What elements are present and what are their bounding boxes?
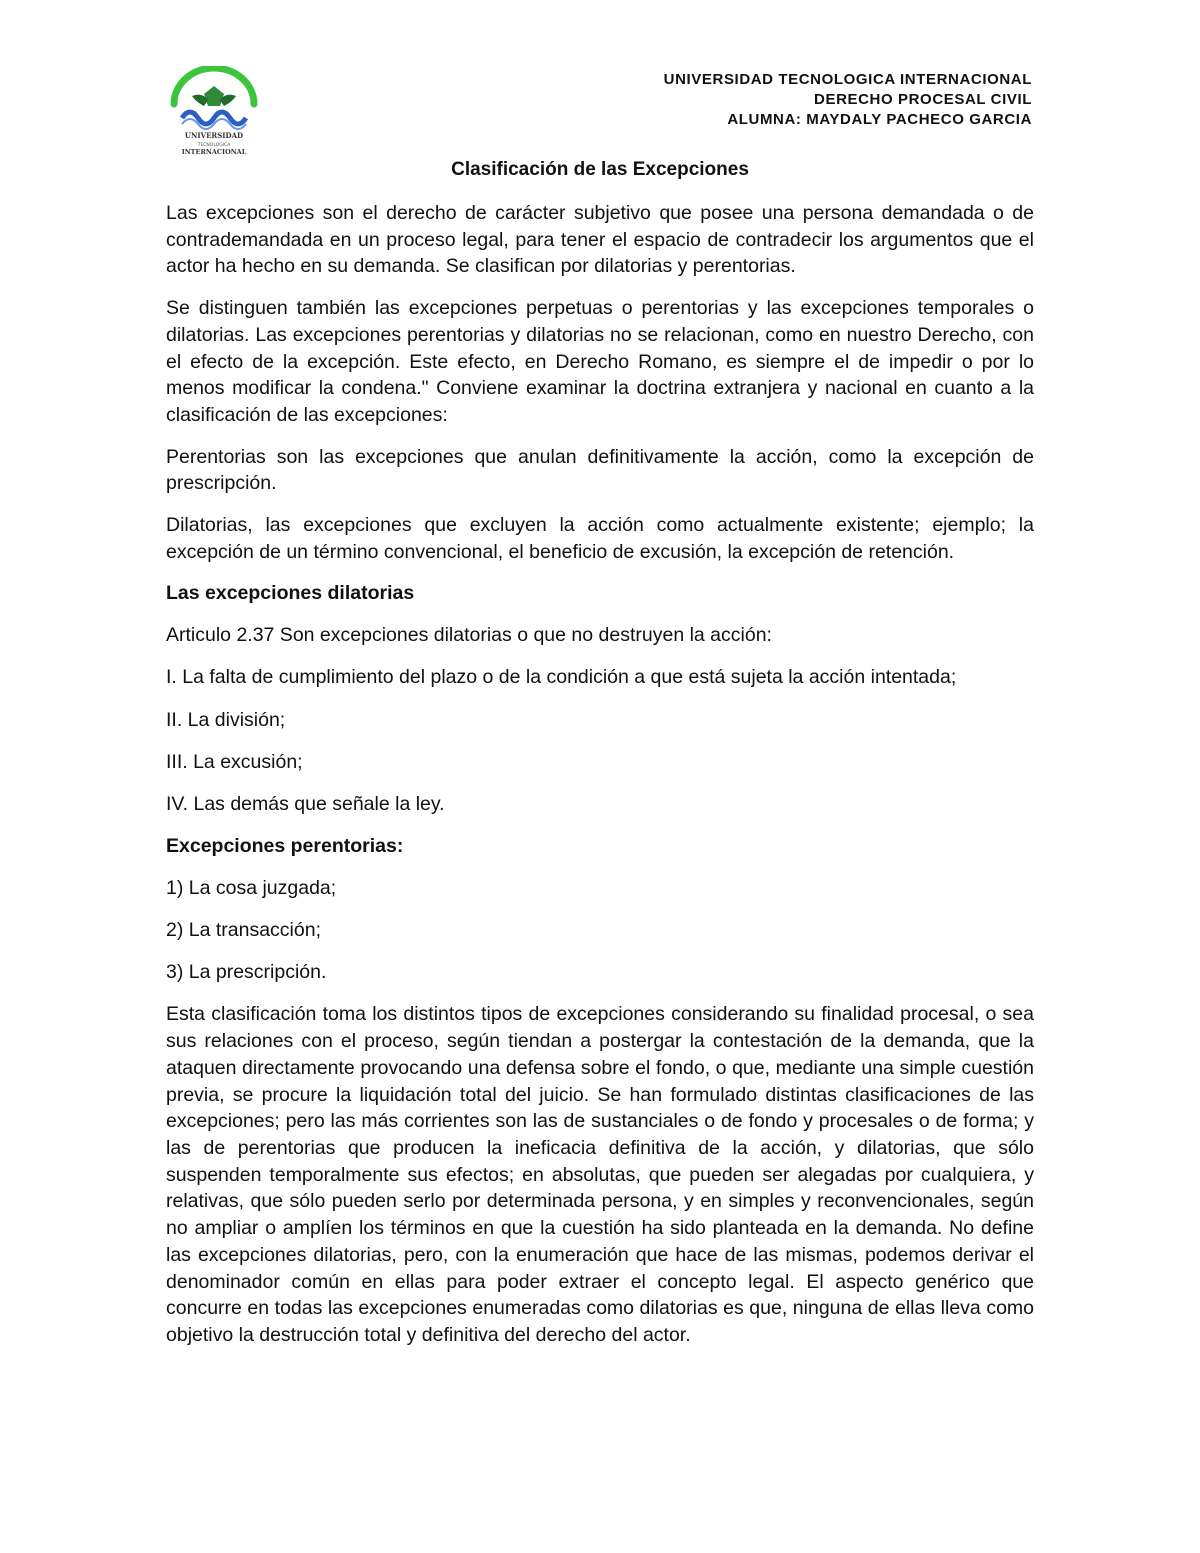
- paragraph-definition: Las excepciones son el derecho de carácter subjetivo que posee una persona demandada o de contrademandada en un proceso legal, para tener el espacio de contradecir los argumentos que el actor ha hecho en su demanda. Se clasifican por dilatorias y perentorias.: [166, 202, 1034, 278]
- heading-dilatorias: Las excepciones dilatorias: [166, 582, 415, 605]
- list-item: II. La división;: [166, 708, 286, 731]
- paragraph-conclusion: Esta clasificación toma los distintos tipos de excepciones considerando su finalidad procesal, o sea sus relaciones con el proceso, según tiendan a postergar la contestación de la demanda, que la ataquen directamente provocando una defensa sobre el fondo, o que, mediante una simple cuestión previa, se procure la liquidación total del juicio. Se han formulado distintas clasificaciones de las excepciones; pero las más corrientes son las de sustanciales o de fondo y procesales o de forma; y las de perentorias que producen la ineficacia definitiva de la acción, y dilatorias, que sólo suspenden temporalmente sus efectos; en absolutas, que pueden ser alegadas por cualquiera, y relativas, que sólo pueden serlo por determinada persona, y en simples y reconvencionales, según no ampliar o amplíen los términos en que la cuestión ha sido planteada en la demanda. No define las excepciones dilatorias, pero, con la enumeración que hace de las mismas, podemos derivar el denominador común en ellas para poder extraer el concepto legal. El aspecto genérico que concurre en todas las excepciones enumeradas como dilatorias es que, ninguna de ellas lleva como objetivo la destrucción total y definitiva del derecho del actor.: [166, 1003, 1034, 1346]
- university-logo-icon: [168, 66, 260, 158]
- list-item: 3) La prescripción.: [166, 961, 327, 984]
- header-university: UNIVERSIDAD TECNOLOGICA INTERNACIONAL: [663, 71, 1032, 88]
- page-title: Clasificación de las Excepciones: [451, 159, 749, 180]
- article-text: Articulo 2.37 Son excepciones dilatorias o que no destruyen la acción:: [166, 624, 772, 647]
- document-header: [664, 70, 1032, 130]
- paragraph-distinction: Se distinguen también las excepciones perpetuas o perentorias y las excepciones temporales o dilatorias. Las excepciones perentorias y dilatorias no se relacionan, como en nuestro Derecho, con el efecto de la excepción. Este efecto, en Derecho Romano, es siempre el de impedir o por lo menos modificar la condena." Conviene examinar la doctrina extranjera y nacional en cuanto a la clasificación de las excepciones:: [166, 297, 1034, 426]
- logo-text-line1: UNIVERSIDAD: [184, 131, 244, 140]
- logo-text-line3: INTERNACIONAL: [181, 148, 247, 156]
- paragraph-perentorias: Perentorias son las excepciones que anulan definitivamente la acción, como la excepción de prescripción.: [166, 445, 1034, 495]
- paragraph-dilatorias: Dilatorias, las excepciones que excluyen la acción como actualmente existente; ejemplo; la excepción de un término convencional, el beneficio de excusión, la excepción de retención.: [166, 514, 1034, 563]
- list-item: IV. Las demás que señale la ley.: [166, 792, 445, 815]
- list-item: I. La falta de cumplimiento del plazo o de la condición a que está sujeta la acción intentada;: [166, 666, 957, 689]
- list-item: 2) La transacción;: [166, 919, 322, 942]
- document-body: [166, 200, 1034, 1364]
- logo-text-line2: TECNOLOGICA: [197, 143, 231, 148]
- list-item: 1) La cosa juzgada;: [166, 876, 337, 899]
- header-student: ALUMNA: MAYDALY PACHECO GARCIA: [727, 111, 1032, 128]
- list-item: III. La excusión;: [166, 750, 303, 773]
- header-subject: DERECHO PROCESAL CIVIL: [814, 91, 1032, 108]
- heading-perentorias: Excepciones perentorias:: [166, 835, 404, 858]
